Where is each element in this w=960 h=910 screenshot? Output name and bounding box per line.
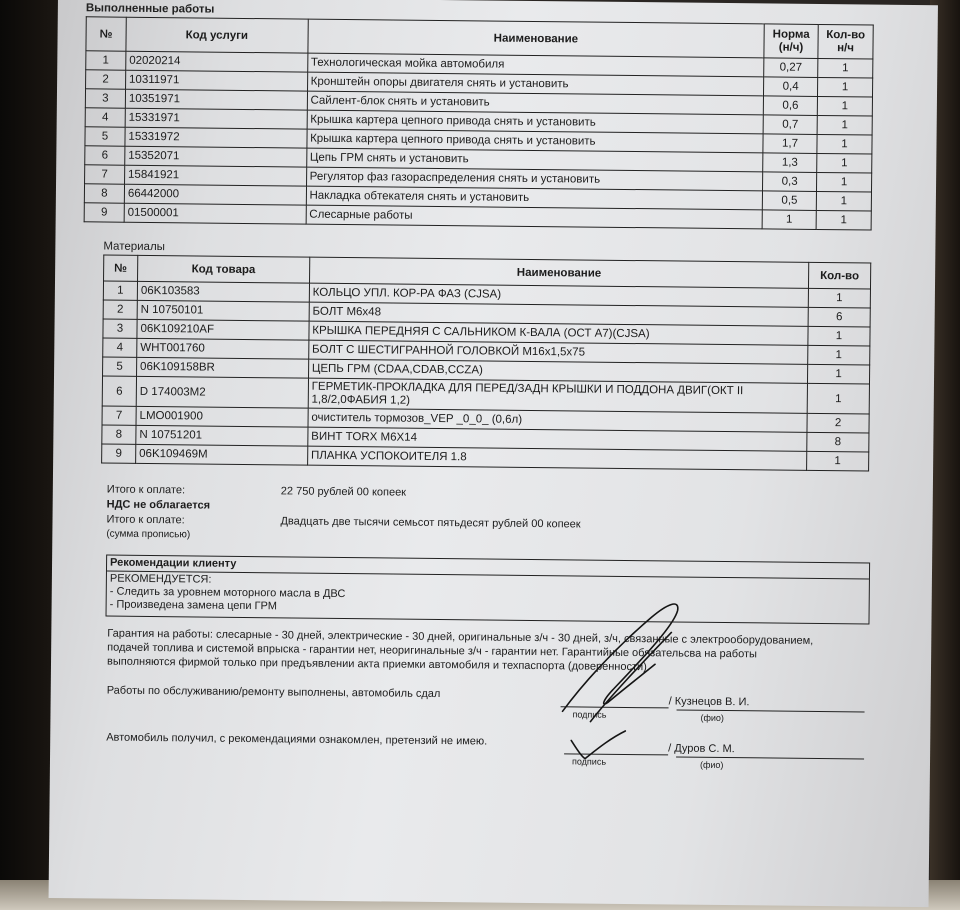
material-row-code: N 10751201 [136,425,308,446]
material-row-code: D 174003M2 [136,376,308,408]
material-row-num: 8 [102,425,136,444]
work-row-qty: 1 [817,172,872,192]
material-row-qty: 1 [807,383,869,414]
total-value: 22 750 рублей 00 копеек [280,485,407,499]
material-row-num: 9 [102,444,136,463]
material-row-name: БОЛТ С ШЕСТИГРАННОЙ ГОЛОВКОЙ М16х1,5х75 [308,340,807,364]
work-row-code: 15841921 [124,165,306,186]
works-header-qty: Кол-во н/ч [818,24,873,59]
work-row-num: 1 [86,51,126,70]
work-row-name: Кронштейн опоры двигателя снять и установить [307,72,764,96]
material-row-num: 3 [103,319,137,338]
material-row-qty: 8 [807,432,869,452]
recommendation-line: - Следить за уровнем моторного масла в ДВС [109,585,346,601]
works-header-num: № [86,17,126,51]
work-row-norm: 0,27 [764,58,818,78]
materials-table-body [102,281,871,471]
work-row-norm: 0,5 [762,191,816,211]
work-row-num: 9 [84,203,124,222]
work-row-code: 15352071 [125,146,307,167]
work-row-qty: 1 [817,115,872,135]
materials-header-name: Наименование [309,257,808,288]
material-row-qty: 1 [808,345,870,365]
materials-table [101,254,871,471]
material-row-code: N 10750101 [137,300,309,321]
total-words-value: Двадцать две тысячи семьсот пятьдесят рублей 00 копеек [280,515,581,531]
works-header-code: Код услуги [126,17,308,53]
master-name: / Кузнецов В. И. [668,695,750,709]
material-row-code: 06K109210AF [137,319,309,340]
work-row-name: Регулятор фаз газораспределения снять и установить [306,167,763,191]
work-row-qty: 1 [818,58,873,78]
material-row-num: 7 [102,406,136,425]
work-row-qty: 1 [817,96,872,116]
work-row-code: 15331972 [125,127,307,148]
work-row-code: 10311971 [125,70,307,91]
works-table [84,16,874,230]
work-row-code: 01500001 [124,203,306,224]
work-row-num: 4 [85,108,125,127]
material-row-name: ВИНТ TORX M6X14 [308,427,807,451]
work-row-norm: 0,7 [763,115,817,135]
work-row-num: 3 [85,89,125,108]
work-row-norm: 0,3 [763,172,817,192]
handwritten-signature-client [565,726,635,767]
work-row-name: Накладка обтекателя снять и установить [306,186,763,210]
received-statement: Автомобиль получил, с рекомендациями ознакомлен, претензий не имею. [106,731,488,748]
material-row-name: ГЕРМЕТИК-ПРОКЛАДКА ДЛЯ ПЕРЕД/ЗАДН КРЫШКИ И ПОДДОНА ДВИГ(ОКТ II 1,8/2,0ФАБИЯ 1,2) [308,378,808,413]
words-note: (сумма прописью) [106,528,191,541]
work-row-name: Крышка картера цепного привода снять и установить [306,129,763,153]
signature-caption: подпись [571,756,607,767]
material-row-num: 6 [102,376,136,406]
total-label: Итого к оплате: [106,483,186,497]
work-row-qty: 1 [817,153,872,173]
recommendations-box [106,555,871,625]
materials-header-qty: Кол-во [808,262,870,289]
vat-note: НДС не облагается [106,498,211,512]
work-row-name: Крышка картера цепного привода снять и установить [307,110,764,134]
warranty-line: подачей топлива и системой впрыска - гарантии нет, неоригинальные з/ч - гарантии нет. Гарантийные обязательсва на работы [107,641,757,661]
material-row-code: 06K109158BR [136,357,308,378]
work-row-num: 2 [86,70,126,89]
works-table-body [84,51,873,230]
work-row-norm: 1,7 [763,134,817,154]
client-name: / Дуров С. М. [668,742,735,756]
recommendation-line: РЕКОМЕНДУЕТСЯ: [109,572,212,586]
fio-caption: (фио) [699,759,724,771]
material-row-qty: 2 [807,413,869,433]
material-row-num: 5 [103,357,137,376]
work-row-name: Сайлент-блок снять и установить [307,91,764,115]
work-row-qty: 1 [816,210,871,230]
material-row-qty: 6 [808,307,870,327]
work-row-norm: 1,3 [763,153,817,173]
material-row-name: ЦЕПЬ ГРМ (CDAA,CDAB,CCZA) [308,359,807,383]
material-row-num: 4 [103,338,137,357]
material-row-code: LMO001900 [136,406,308,427]
total-words-label: Итого к оплате: [106,513,185,527]
material-row-name: КОЛЬЦО УПЛ. КОР-РА ФАЗ (CJSA) [309,283,808,307]
work-done-statement: Работы по обслуживанию/ремонту выполнены, автомобиль сдал [106,684,441,701]
material-row-num: 2 [103,300,137,319]
work-row-name: Слесарные работы [306,205,763,229]
material-row-qty: 1 [807,451,869,471]
material-row-code: 06K109469M [136,444,308,465]
work-row-qty: 1 [817,134,872,154]
work-row-name: Технологическая мойка автомобиля [307,53,764,77]
work-row-code: 02020214 [126,51,308,72]
materials-header-code: Код товара [137,255,309,283]
material-row-name: БОЛТ М6х48 [309,302,808,326]
material-row-qty: 1 [808,364,870,384]
materials-section-title: Материалы [103,240,166,254]
material-row-name: КРЫШКА ПЕРЕДНЯЯ С САЛЬНИКОМ К-ВАЛА (ОСТ А7)(CJSA) [309,321,808,345]
work-row-qty: 1 [816,191,871,211]
warranty-line: Гарантия на работы: слесарные - 30 дней, электрические - 30 дней, оригинальные з/ч - 30 дней, з/ч, связанные с электрооборудованием, [107,627,814,647]
material-row-name: очиститель тормозов_VEP _0_0_ (0,6л) [308,408,807,432]
work-row-code: 10351971 [125,89,307,110]
material-row-code: 06K103583 [137,281,309,302]
material-row-name: ПЛАНКА УСПОКОИТЕЛЯ 1.8 [307,446,806,470]
works-header-norm: Норма (н/ч) [764,24,818,59]
work-row-qty: 1 [818,77,873,97]
work-row-norm: 1 [762,210,816,230]
work-row-num: 6 [85,146,125,165]
work-row-norm: 0,4 [764,77,818,97]
warranty-line: выполняются фирмой только при предъявлении акта приемки автомобиля и техпаспорта (доверенности). [106,655,650,674]
material-row-qty: 1 [808,288,870,308]
document-sheet [49,0,938,907]
work-row-code: 15331971 [125,108,307,129]
works-header-name: Наименование [307,19,764,58]
work-row-name: Цепь ГРМ снять и установить [306,148,763,172]
works-section-title: Выполненные работы [85,2,215,16]
work-row-num: 8 [84,184,124,203]
materials-header-num: № [104,255,138,281]
work-row-num: 7 [85,165,125,184]
work-row-code: 66442000 [124,184,306,205]
material-row-code: WHT001760 [137,338,309,359]
work-row-norm: 0,6 [763,96,817,116]
work-row-num: 5 [85,127,125,146]
warranty-text [107,627,877,677]
signature-caption: подпись [572,709,607,720]
recommendations-title: Рекомендации клиенту [107,556,869,580]
recommendation-line: - Произведена замена цепи ГРМ [109,598,277,613]
fio-caption: (фио) [700,712,724,724]
material-row-qty: 1 [808,326,870,346]
material-row-num: 1 [103,281,137,300]
